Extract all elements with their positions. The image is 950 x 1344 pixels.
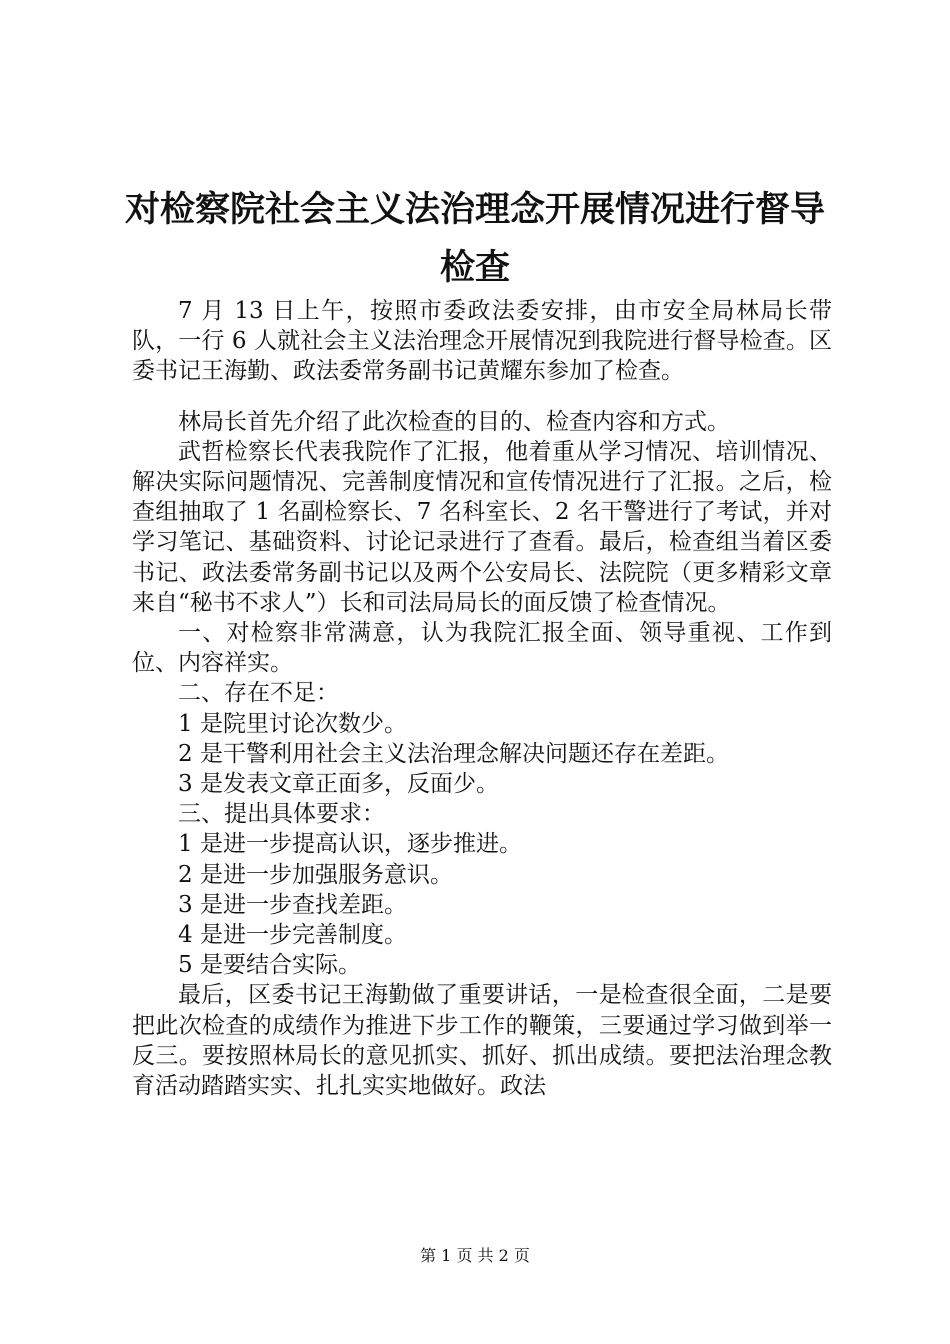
list-item-requirement-1: 1 是进一步提高认识，逐步推进。	[178, 831, 522, 858]
list-item-shortcoming-3: 3 是发表文章正面多，反面少。	[178, 771, 499, 798]
list-item-shortcoming-2: 2 是干警利用社会主义法治理念解决问题还存在差距。	[178, 740, 729, 767]
paragraph-feedback-1: 一、对检察非常满意，认为我院汇报全面、领导重视、工作到位、内容祥实。	[132, 620, 832, 677]
paragraph-shortcomings-heading: 二、存在不足：	[178, 680, 339, 707]
document-title-line-1: 对检察院社会主义法治理念开展情况进行督导	[124, 190, 825, 230]
paragraph-report: 武哲检察长代表我院作了汇报，他着重从学习情况、培训情况、解决实际问题情况、完善制度情况和宣传情况进行了汇报。之后，检查组抽取了 1 名副检察长、7 名科室长、2 名干警进行了考试，并对学习笔记、基础资料、讨论记录进行了查看。最后，检查组当着区委书记、政法委常务副书记以及两个公安局长、法院院（更多精彩文章来自“秘书不求人”）长和司法局局长的面反馈了检查情况。	[132, 438, 832, 616]
list-item-requirement-5: 5 是要结合实际。	[178, 952, 361, 979]
list-item-requirement-2: 2 是进一步加强服务意识。	[178, 861, 453, 888]
list-item-requirement-4: 4 是进一步完善制度。	[178, 922, 407, 949]
list-item-requirement-3: 3 是进一步查找差距。	[178, 891, 407, 918]
paragraph-intro: 7 月 13 日上午，按照市委政法委安排，由市安全局林局长带队，一行 6 人就社会主义法治理念开展情况到我院进行督导检查。区委书记王海勤、政法委常务副书记黄耀东参加了检查。	[132, 298, 832, 385]
paragraph-introduction-of-purpose: 林局长首先介绍了此次检查的目的、检查内容和方式。	[178, 408, 730, 435]
paragraph-closing-speech: 最后，区委书记王海勤做了重要讲话，一是检查很全面，二是要把此次检查的成绩作为推进下步工作的鞭策，三要通过学习做到举一反三。要按照林局长的意见抓实、抓好、抓出成绩。要把法治理念教育活动踏踏实实、扎扎实实地做好。政法	[132, 982, 832, 1100]
document-body	[132, 296, 832, 1101]
list-item-shortcoming-1: 1 是院里讨论次数少。	[178, 710, 407, 737]
page-footer: 第 1 页 共 2 页	[420, 1246, 530, 1265]
paragraph-requirements-heading: 三、提出具体要求：	[178, 801, 385, 828]
document-title-line-2: 检查	[439, 248, 510, 288]
